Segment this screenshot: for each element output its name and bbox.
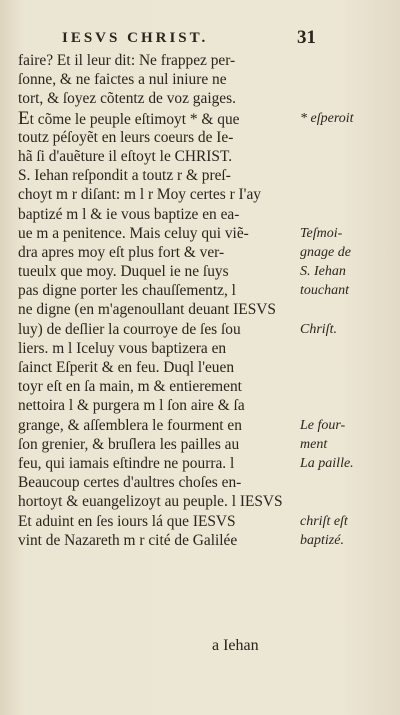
text-line: ſonne, & ne faictes a nul iniure ne	[18, 71, 227, 89]
text-line: ſon grenier, & bruſlera les pailles au	[18, 435, 240, 453]
text-line: Et aduint en ſes iours lá que IESVS	[18, 512, 236, 530]
text-line: baptizé m l & ie vous baptize en ea-	[18, 205, 240, 223]
text-line: S. Iehan reſpondit a toutz r & preſ-	[18, 167, 231, 185]
text-line: faire? Et il leur dit: Ne frappez per-	[18, 52, 236, 69]
text-line: Et cõme le peuple eſtimoyt * & que	[18, 107, 240, 129]
margin-note: S. Iehan	[300, 264, 346, 280]
text-line: hã ſi d'auẽture il eſtoyt le CHRIST.	[18, 147, 233, 165]
text-line: choyt m r diſant: m l r Moy certes r I'ay	[18, 186, 261, 204]
margin-note: Chriſt.	[300, 321, 337, 337]
margin-note: chriſt eſt	[300, 513, 348, 529]
text-line: ue m a penitence. Mais celuy qui viẽ-	[18, 224, 249, 242]
text-line: ne digne (en m'agenoullant deuant IESVS	[18, 301, 276, 319]
catchword: a Iehan	[212, 637, 259, 654]
text-line: ſainct Eſperit & en feu. Duql l'euen	[18, 359, 235, 376]
text-line: vint de Nazareth m r cité de Galilée	[18, 531, 238, 549]
text-line: nettoira l & purgera m l ſon aire & ſa	[18, 397, 245, 415]
text-line: toyr eſt en ſa main, m & entierement	[18, 378, 242, 396]
text-line: luy) de deſlier la courroye de ſes ſou	[18, 320, 241, 338]
margin-note: touchant	[300, 283, 349, 299]
body-text	[18, 51, 308, 550]
page-number: 31	[297, 27, 316, 48]
text-line: pas digne porter les chauſſementz, l	[18, 282, 236, 300]
running-head: IESVS CHRIST.	[62, 30, 209, 46]
text-line: liers. m l Iceluy vous baptizera en	[18, 339, 227, 357]
text-line: toutz péſoyẽt en leurs coeurs de Ie-	[18, 128, 234, 146]
text-line: tort, & ſoyez cõtentz de voz gaiges.	[18, 90, 236, 108]
text-line: dra apres moy eſt plus fort & ver-	[18, 243, 225, 261]
margin-note: La paille.	[300, 456, 354, 472]
text-line: tueulx que moy. Duquel ie ne ſuys	[18, 263, 229, 281]
margin-note: ment	[300, 437, 328, 452]
margin-note: baptizé.	[300, 533, 344, 548]
text-line: Beaucoup certes d'aultres choſes en-	[18, 474, 242, 492]
text-line: feu, qui iamais eſtindre ne pourra. l	[18, 454, 235, 472]
margin-note: gnage de	[300, 245, 351, 260]
text-line: grange, & aſſemblera le fourment en	[18, 416, 242, 434]
text-line: hortoyt & euangelizoyt au peuple. l IESVS	[18, 493, 283, 511]
margin-note: Le four-	[300, 417, 346, 433]
margin-note: * eſperoit	[300, 110, 354, 126]
margin-note: Teſmoi-	[300, 225, 343, 241]
